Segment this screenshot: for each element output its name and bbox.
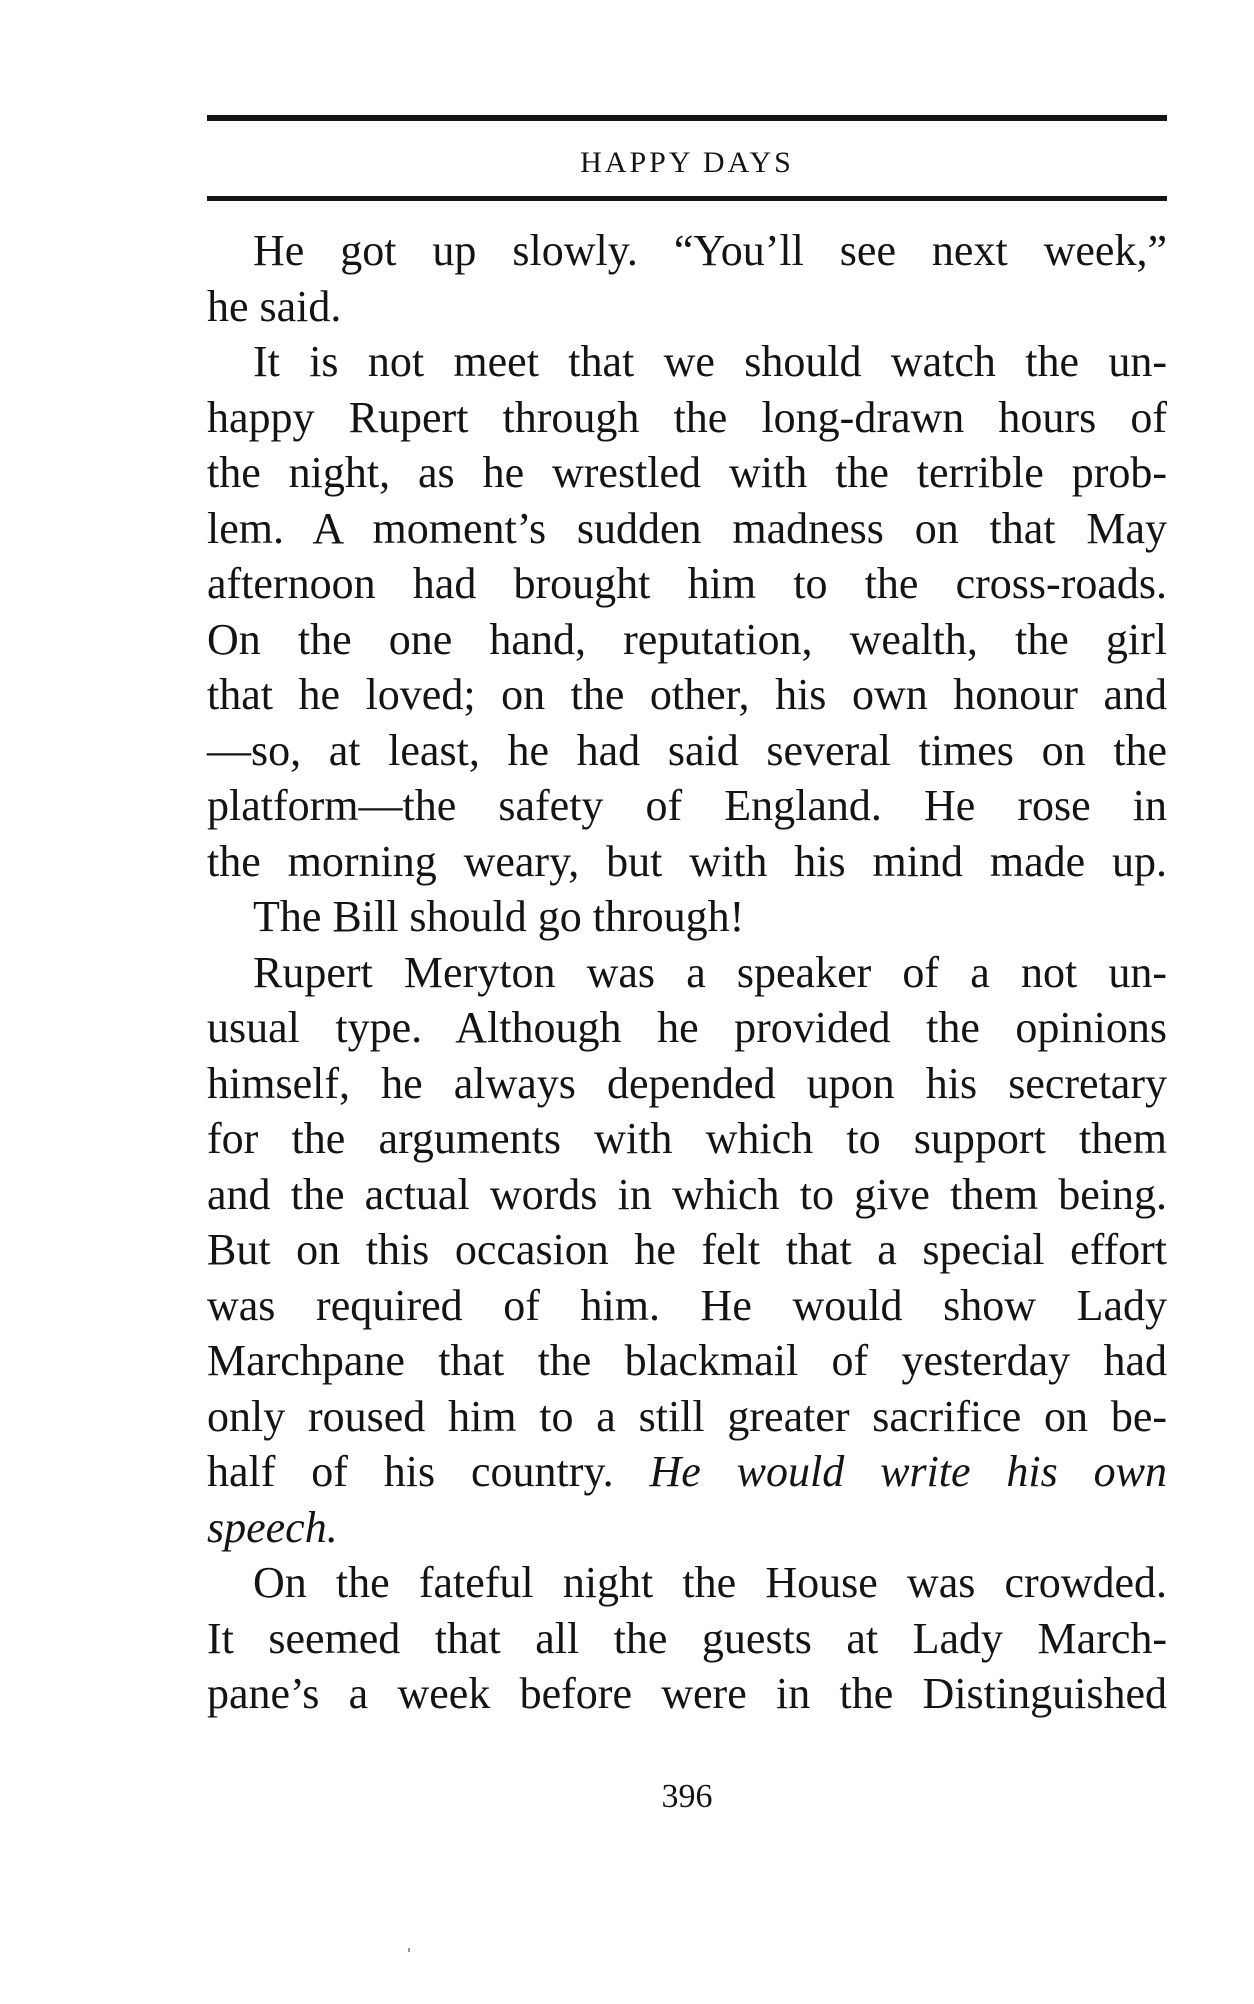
text-line-content: But on this occasion he felt that a special effort bbox=[207, 1225, 1167, 1274]
text-line bbox=[207, 723, 1167, 779]
text-line-content: usual type. Although he provided the opinions bbox=[207, 1003, 1167, 1052]
text-line bbox=[207, 1056, 1167, 1112]
text-line-content: afternoon had brought him to the cross-roads. bbox=[207, 559, 1167, 608]
text-line-content: He got up slowly. “You’ll see next week,” bbox=[253, 226, 1167, 275]
text-line-content: himself, he always depended upon his secretary bbox=[207, 1058, 1167, 1108]
text-line bbox=[207, 1555, 1167, 1611]
text-line bbox=[207, 667, 1167, 723]
text-line bbox=[207, 445, 1167, 501]
text-line bbox=[207, 1222, 1167, 1278]
text-line-content: lem. A moment’s sudden madness on that May bbox=[207, 503, 1167, 553]
text-line-content: the morning weary, but with his mind made up. bbox=[207, 836, 1167, 886]
text-line-content: The Bill should go through! bbox=[253, 892, 745, 941]
running-head: HAPPY DAYS bbox=[580, 146, 794, 179]
text-line bbox=[207, 834, 1167, 890]
text-line bbox=[207, 223, 1167, 279]
print-speck bbox=[408, 1948, 410, 1952]
text-line bbox=[207, 1389, 1167, 1445]
italic-text: He would write his own bbox=[649, 1447, 1167, 1496]
text-line-content: he said. bbox=[207, 281, 342, 331]
header-rule-top bbox=[207, 115, 1167, 121]
text-line bbox=[207, 501, 1167, 557]
text-line-content: On the fateful night the House was crowded. bbox=[253, 1558, 1167, 1607]
text-line bbox=[207, 390, 1167, 446]
text-line bbox=[207, 1500, 1167, 1556]
text-line-content: for the arguments with which to support them bbox=[207, 1114, 1167, 1163]
text-line-content: Rupert Meryton was a speaker of a not un- bbox=[253, 947, 1167, 997]
text-line bbox=[207, 1444, 1167, 1500]
text-line bbox=[207, 778, 1167, 834]
text-line-content: Marchpane that the blackmail of yesterday had bbox=[207, 1336, 1167, 1385]
text-line bbox=[207, 334, 1167, 390]
text-line-content: On the one hand, reputation, wealth, the girl bbox=[207, 614, 1167, 664]
text-line-content: happy Rupert through the long-drawn hours of bbox=[207, 392, 1167, 442]
text-line bbox=[207, 1111, 1167, 1167]
book-page bbox=[207, 115, 1167, 1895]
text-line-content: half of his country. bbox=[207, 1447, 614, 1496]
text-line bbox=[207, 1611, 1167, 1667]
text-line-content: It is not meet that we should watch the un- bbox=[253, 337, 1167, 386]
text-line bbox=[207, 945, 1167, 1001]
text-line-content: that he loved; on the other, his own honour and bbox=[207, 670, 1167, 719]
page-number: 396 bbox=[661, 1778, 713, 1815]
text-line bbox=[207, 1000, 1167, 1056]
text-line-content: was required of him. He would show Lady bbox=[207, 1280, 1167, 1330]
text-line bbox=[207, 556, 1167, 612]
text-line bbox=[207, 1278, 1167, 1334]
text-line-content: the night, as he wrestled with the terrible prob- bbox=[207, 448, 1167, 497]
text-line bbox=[207, 279, 1167, 335]
text-line bbox=[207, 1167, 1167, 1223]
text-line-content: platform—the safety of England. He rose in bbox=[207, 781, 1167, 830]
text-line bbox=[207, 1333, 1167, 1389]
italic-text: speech. bbox=[207, 1502, 338, 1552]
text-line-content: —so, at least, he had said several times on the bbox=[207, 725, 1167, 775]
text-line bbox=[207, 612, 1167, 668]
text-line-content: only roused him to a still greater sacrifice on be- bbox=[207, 1391, 1167, 1441]
text-line-content: and the actual words in which to give them being. bbox=[207, 1169, 1167, 1219]
text-line-content: It seemed that all the guests at Lady March- bbox=[207, 1613, 1167, 1663]
text-line bbox=[207, 889, 1167, 945]
header-rule-bottom bbox=[207, 196, 1167, 201]
body-text bbox=[207, 223, 1167, 1722]
text-line bbox=[207, 1666, 1167, 1722]
text-line-content: pane’s a week before were in the Distinguished bbox=[207, 1669, 1167, 1718]
